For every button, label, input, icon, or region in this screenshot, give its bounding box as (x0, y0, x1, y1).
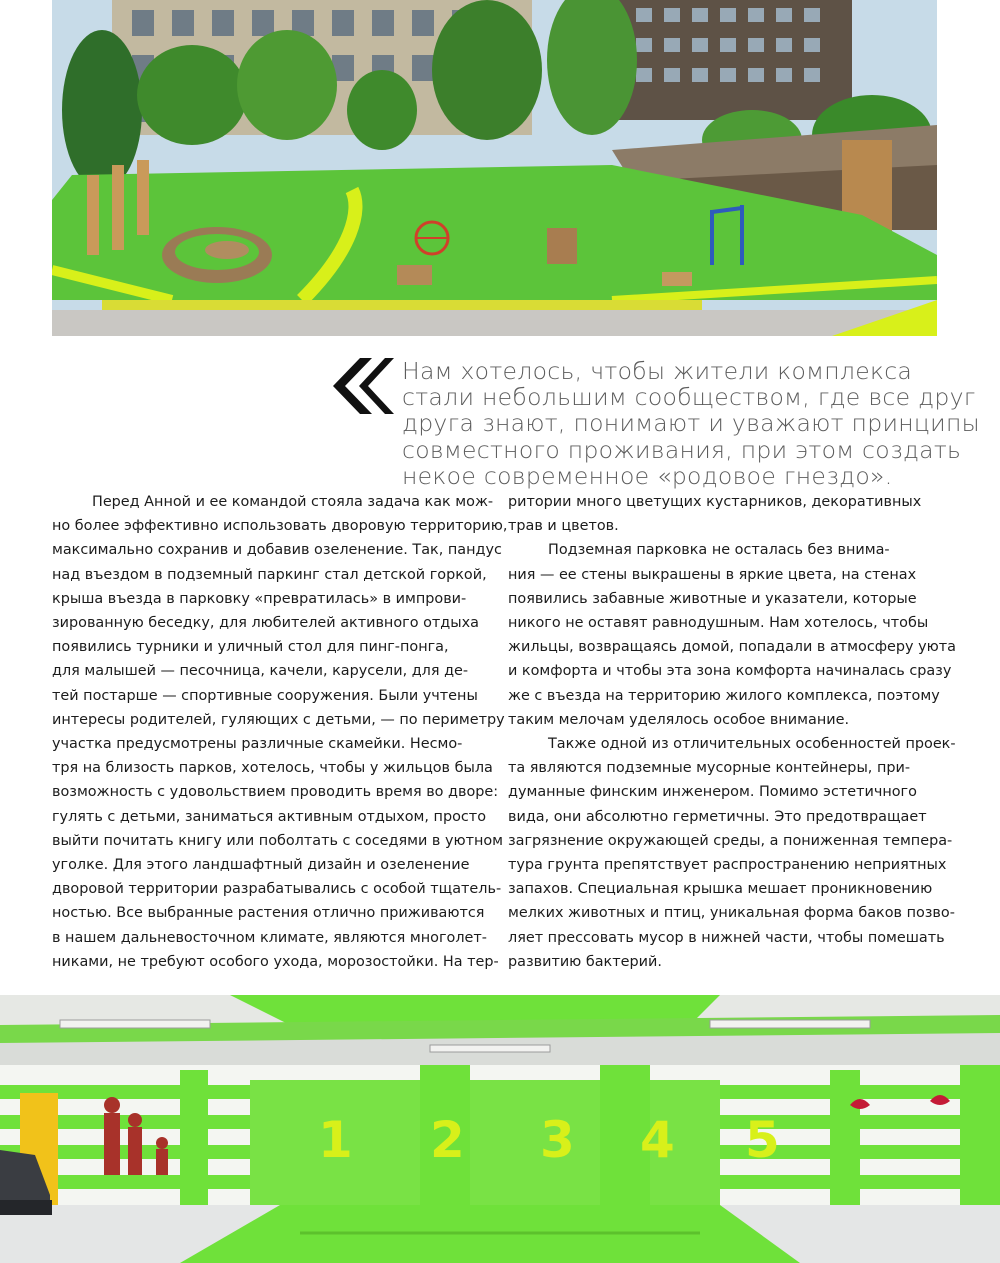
article-line: развитию бактерий. (508, 953, 662, 970)
article-line: та являются подземные мусорные контейнеры, при- (508, 760, 911, 777)
article-line: максимально сохранив и добавив озеленение. Так, пандус (52, 542, 502, 559)
article-line: вида, они абсолютно герметичны. Это предотвращает (508, 808, 927, 825)
article-line: возможность с удовольствием проводить время во дворе: (52, 784, 499, 801)
courtyard-rendering (52, 0, 937, 336)
pull-quote (402, 358, 992, 490)
article-line: загрязнение окружающей среды, а пониженная темпера- (508, 832, 953, 849)
article-line: Подземная парковка не осталась без внима- (548, 542, 890, 559)
article-line: и комфорта и чтобы эта зона комфорта начиналась сразу (508, 663, 952, 680)
article-line: дворовой территории разрабатывались с особой тщатель- (52, 881, 502, 898)
pull-quote-line: некое современное «родовое гнездо». (402, 461, 893, 490)
pull-quote-line: стали небольшим сообществом, где все друг (402, 383, 976, 412)
article-line: тура грунта препятствует распространению неприятных (508, 857, 947, 874)
article-line: интересы родителей, гуляющих с детьми, — по периметру (52, 711, 505, 728)
article-line: тей постарше — спортивные сооружения. Были учтены (52, 687, 478, 704)
article-line: зированную беседку, для любителей активного отдыха (52, 615, 479, 632)
article-line: никого не оставят равнодушным. Нам хотелось, чтобы (508, 615, 929, 632)
parking-space-number: 1 (318, 1111, 353, 1169)
article-line: думанные финским инженером. Помимо эстетичного (508, 784, 917, 801)
article-line: Перед Анной и ее командой стояла задача как мож- (92, 494, 494, 510)
parking-space-number: 3 (540, 1111, 575, 1169)
article-line: крыша въезда в парковку «превратилась» в импрови- (52, 590, 467, 607)
article-line: для малышей — песочница, качели, карусели, для де- (52, 663, 469, 680)
pull-quote-line: Нам хотелось, чтобы жители комплекса (402, 358, 913, 385)
article-line: ния — ее стены выкрашены в яркие цвета, на стенах (508, 566, 917, 583)
article-line: участка предусмотрены различные скамейки. Несмо- (52, 736, 463, 753)
article-line: в нашем дальневосточном климате, являются многолет- (52, 929, 487, 946)
article-line: тря на близость парков, хотелось, чтобы у жильцов была (52, 760, 493, 777)
spiral-bench (162, 227, 272, 283)
article-line: запахов. Специальная крышка мешает проникновению (508, 881, 933, 898)
quote-mark-icon (330, 358, 394, 414)
article-line: жильцы, возвращаясь домой, попадали в атмосферу уюта (508, 639, 956, 656)
article-line: никами, не требуют особого ухода, морозостойки. На тер- (52, 953, 499, 970)
pull-quote-line: друга знают, понимают и уважают принципы (402, 409, 980, 438)
article-line: появились турники и уличный стол для пинг-понга, (52, 639, 449, 656)
article-line: таким мелочам уделялось особое внимание. (508, 711, 850, 728)
article-line: ритории много цветущих кустарников, декоративных (508, 494, 922, 510)
article-right-column (508, 490, 956, 974)
parking-space-number: 2 (430, 1111, 465, 1169)
article-left-column (52, 490, 508, 974)
article-line: Также одной из отличительных особенностей проек- (548, 736, 956, 753)
article-line: трав и цветов. (508, 518, 619, 535)
parking-rendering (0, 995, 1000, 1263)
article-line: уголке. Для этого ландшафтный дизайн и озеленение (52, 857, 470, 874)
article-line: ностью. Все выбранные растения отлично приживаются (52, 905, 485, 922)
article-line: мелких животных и птиц, уникальная форма баков позво- (508, 905, 955, 922)
article-line: гулять с детьми, заниматься активным отдыхом, просто (52, 808, 486, 825)
parking-space-number: 4 (640, 1111, 675, 1169)
article-line: выйти почитать книгу или поболтать с соседями в уютном (52, 832, 504, 849)
article-line: над въездом в подземный паркинг стал детской горкой, (52, 566, 487, 583)
parking-space-number: 5 (745, 1111, 780, 1169)
article-line: же с въезда на территорию жилого комплекса, поэтому (508, 687, 940, 704)
article-line: ляет прессовать мусор в нижней части, чтобы помешать (508, 929, 945, 946)
pull-quote-line: совместного проживания, при этом создать (402, 435, 962, 464)
article-line: но более эффективно использовать дворовую территорию, (52, 518, 508, 535)
article-line: появились забавные животные и указатели, которые (508, 590, 917, 607)
